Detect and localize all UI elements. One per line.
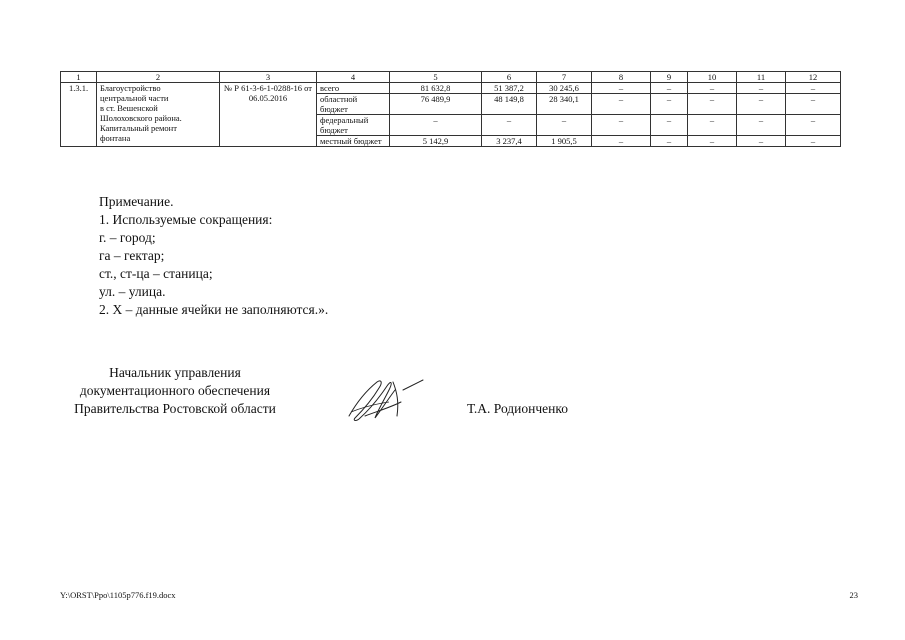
value-cell: – [688,94,737,115]
budget-table [60,71,841,147]
value-cell: – [688,83,737,94]
note-line: ст., ст-ца – станица; [99,266,213,281]
notes-section [99,193,328,319]
value-cell: 51 387,2 [482,83,537,94]
value-cell: – [651,136,688,147]
signature-icon [345,372,425,428]
value-cell: – [592,83,651,94]
value-cell: – [592,115,651,136]
value-cell: – [537,115,592,136]
position-line: документационного обеспечения [79,383,271,398]
column-header: 8 [592,72,651,83]
funding-source-label: федеральный бюджет [317,115,390,136]
column-header: 2 [97,72,220,83]
note-line: га – гектар; [99,248,165,263]
column-header: 11 [737,72,786,83]
object-name-line: центральной части [100,93,169,103]
value-cell: – [651,115,688,136]
value-cell: – [651,83,688,94]
value-cell: – [737,115,786,136]
value-cell: 5 142,9 [390,136,482,147]
object-name-line: фонтана [100,133,131,143]
note-line: Примечание. [99,194,174,209]
column-header: 10 [688,72,737,83]
value-cell: 76 489,9 [390,94,482,115]
column-header: 1 [61,72,97,83]
value-cell: – [737,136,786,147]
note-line: г. – город; [99,230,156,245]
object-name-line: Капитальный ремонт [100,123,177,133]
note-line: ул. – улица. [99,284,166,299]
object-name-line: Благоустройство [100,83,161,93]
value-cell: 81 632,8 [390,83,482,94]
table-header-row [61,72,841,83]
value-cell: – [592,94,651,115]
signatory-position [40,364,310,418]
page-number: 23 [849,590,858,600]
document-reference: № Р 61-3-6-1-0288-16 от 06.05.2016 [220,83,317,147]
column-header: 5 [390,72,482,83]
note-line: 1. Используемые сокращения: [99,212,273,227]
funding-source-label: местный бюджет [317,136,390,147]
value-cell: 28 340,1 [537,94,592,115]
signer-name: Т.А. Родионченко [467,401,568,416]
value-cell: 1 905,5 [537,136,592,147]
value-cell: – [786,115,841,136]
funding-source-label: всего [317,83,390,94]
column-header: 3 [220,72,317,83]
column-header: 4 [317,72,390,83]
value-cell: – [786,83,841,94]
value-cell: – [482,115,537,136]
table-row [61,83,841,94]
object-name [97,83,220,147]
value-cell: 48 149,8 [482,94,537,115]
object-name-line: Шолоховского района. [100,113,182,123]
row-number: 1.3.1. [61,83,97,147]
value-cell: 3 237,4 [482,136,537,147]
value-cell: – [737,83,786,94]
funding-source-label: областной бюджет [317,94,390,115]
position-line: Правительства Ростовской области [74,401,276,416]
object-name-line: в ст. Вешенской [100,103,158,113]
file-path: Y:\ORST\Ppo\1105p776.f19.docx [60,590,176,600]
value-cell: – [786,136,841,147]
column-header: 6 [482,72,537,83]
column-header: 9 [651,72,688,83]
value-cell: – [737,94,786,115]
value-cell: – [688,115,737,136]
value-cell: – [592,136,651,147]
value-cell: – [390,115,482,136]
value-cell: 30 245,6 [537,83,592,94]
value-cell: – [688,136,737,147]
value-cell: – [651,94,688,115]
column-header: 12 [786,72,841,83]
position-line: Начальник управления [109,365,241,380]
value-cell: – [786,94,841,115]
column-header: 7 [537,72,592,83]
note-line: 2. X – данные ячейки не заполняются.». [99,302,329,317]
